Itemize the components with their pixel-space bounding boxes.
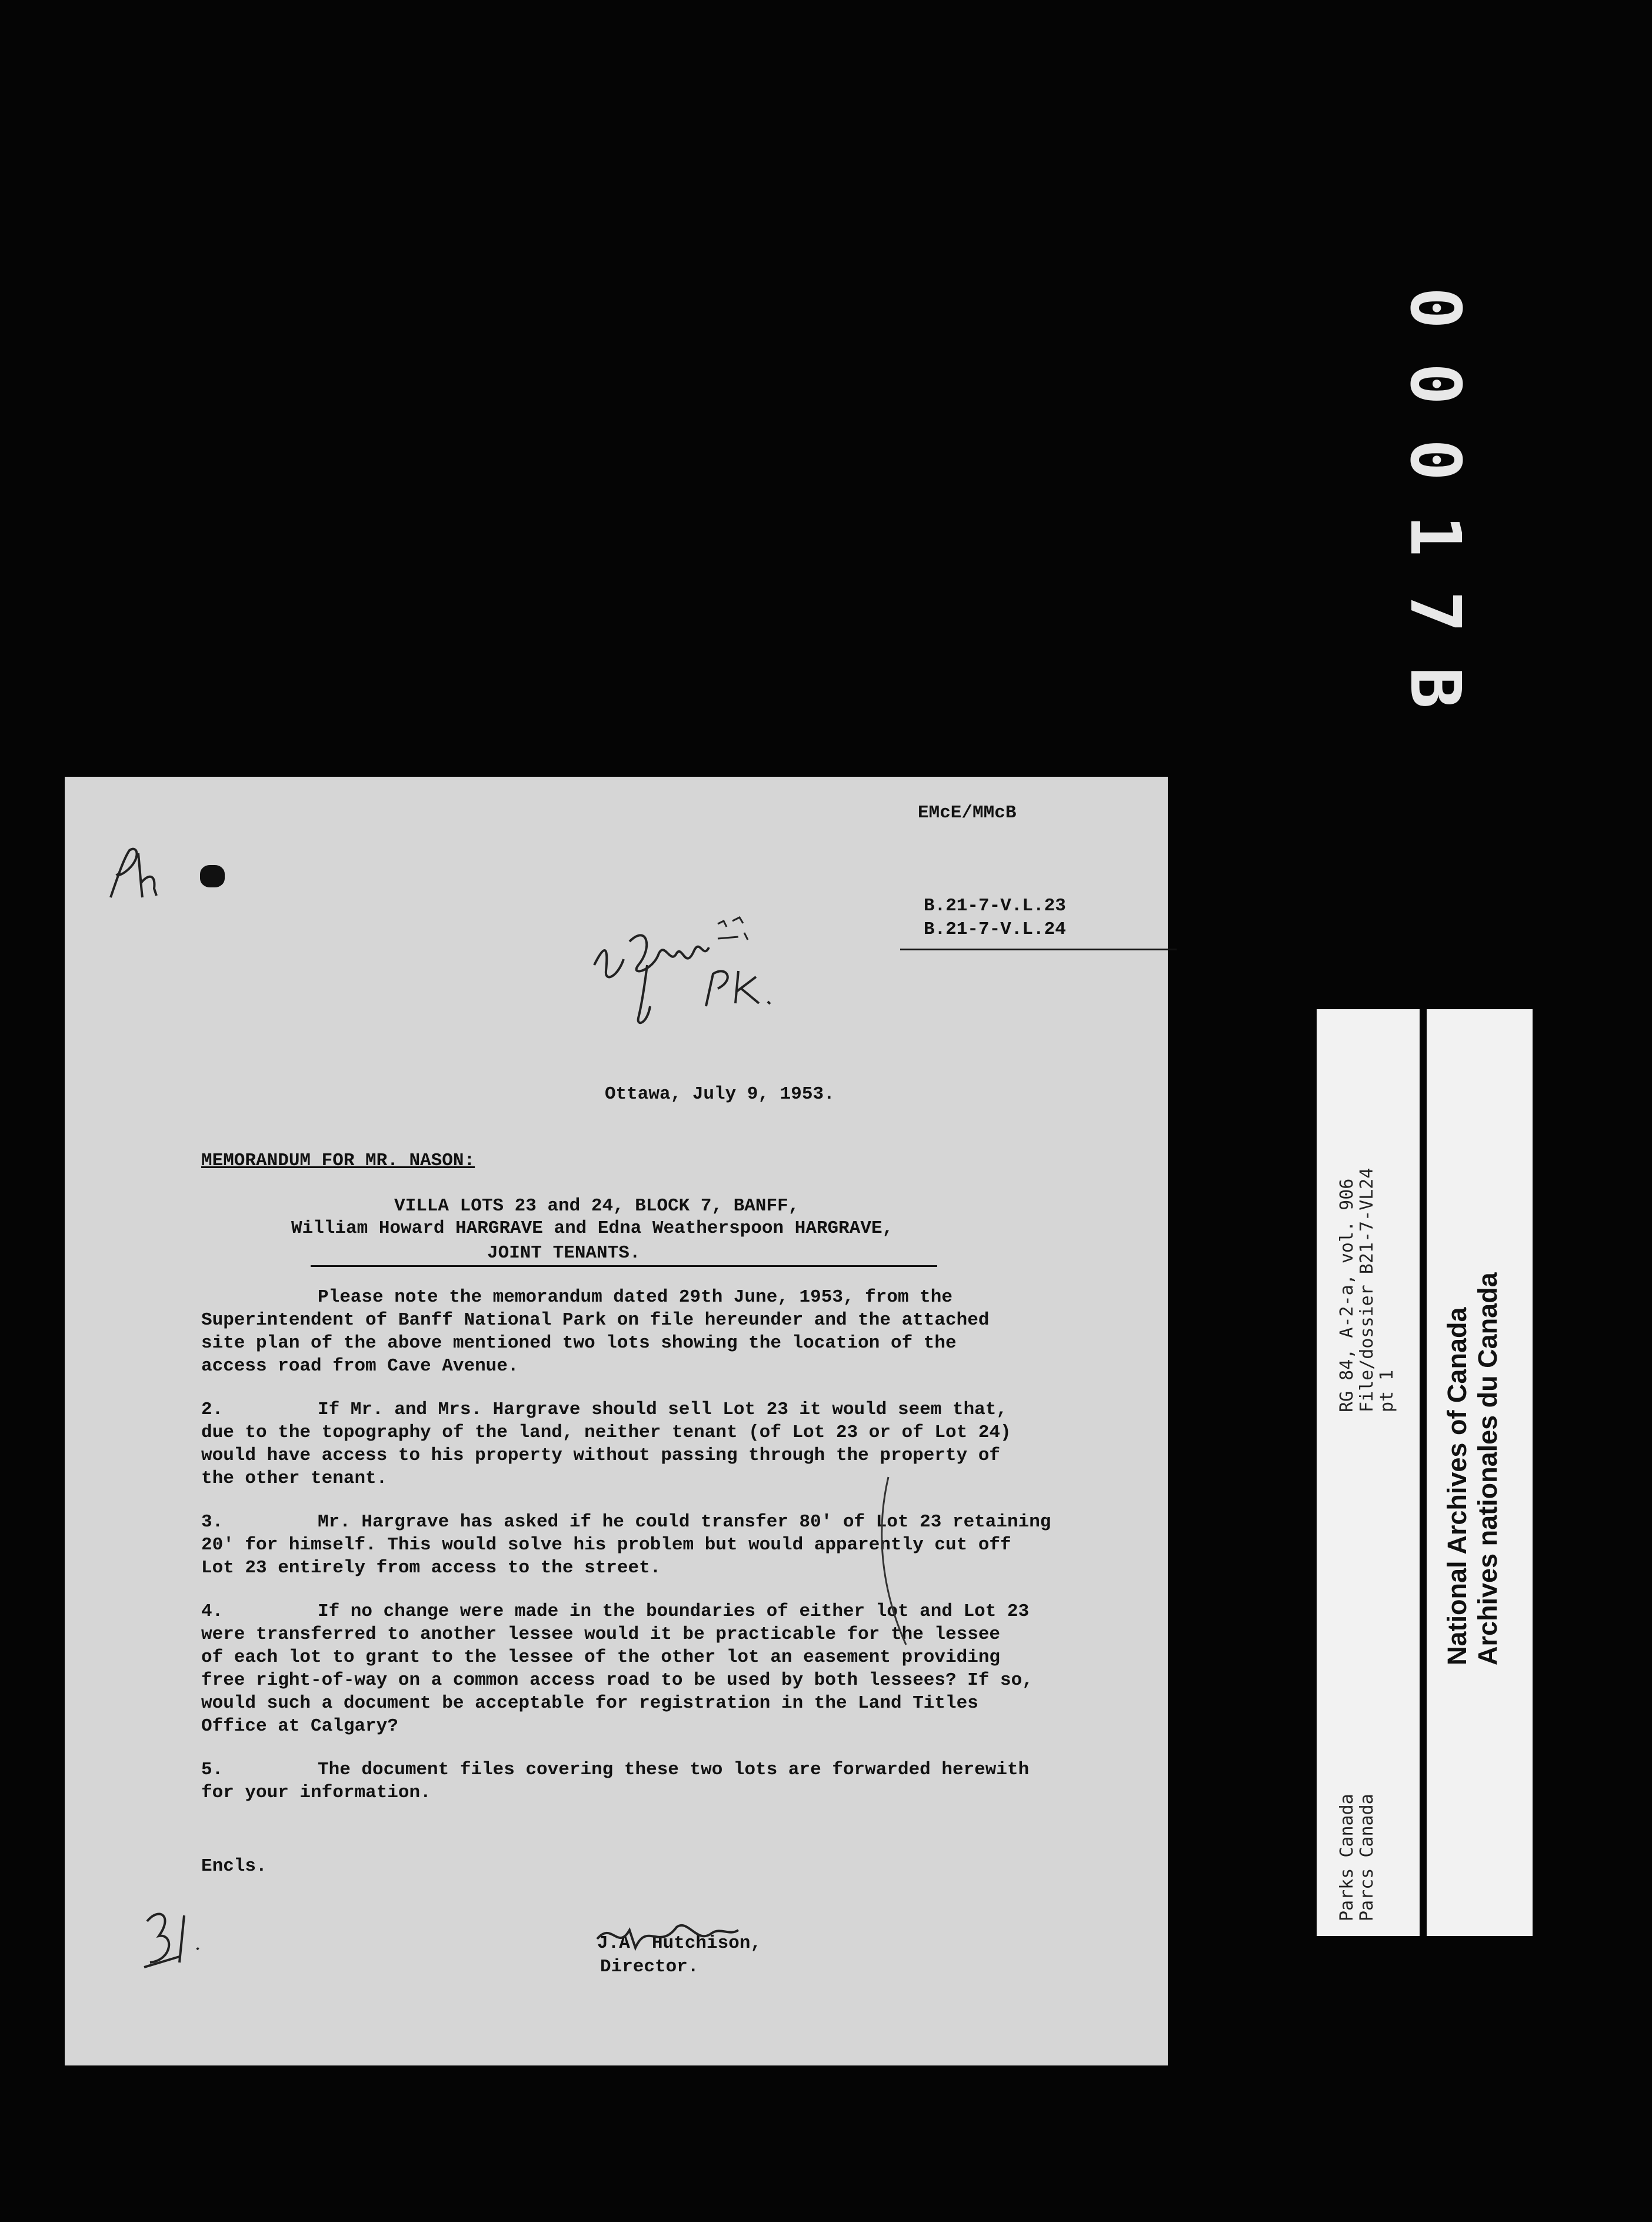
paragraph-4-line: free right-of-way on a common access road to be used by both lessees? If so, bbox=[201, 1670, 1033, 1691]
paragraph-3-line: Lot 23 entirely from access to the street. bbox=[201, 1558, 661, 1578]
paragraph-3-line: 20' for himself. This would solve his problem but would apparently cut off bbox=[201, 1535, 1011, 1555]
file-reference-1: B.21-7-V.L.23 bbox=[924, 896, 1066, 916]
date-line: Ottawa, July 9, 1953. bbox=[605, 1084, 835, 1105]
department-text bbox=[1337, 1794, 1377, 1921]
paragraph-2-line: due to the topography of the land, neither tenant (of Lot 23 or of Lot 24) bbox=[201, 1422, 1011, 1443]
subject-rule bbox=[311, 1265, 937, 1267]
national-archives-text bbox=[1442, 1272, 1503, 1665]
subject-line-3: JOINT TENANTS. bbox=[487, 1243, 641, 1263]
national-archives-english: National Archives of Canada bbox=[1442, 1307, 1472, 1665]
file-reference-2: B.21-7-V.L.24 bbox=[924, 919, 1066, 940]
paragraph-5-number: 5. bbox=[201, 1759, 224, 1780]
enclosures: Encls. bbox=[201, 1856, 267, 1877]
subject-line-1: VILLA LOTS 23 and 24, BLOCK 7, BANFF, bbox=[394, 1196, 800, 1216]
paragraph-4-line: were transferred to another lessee would it be practicable for the lessee bbox=[201, 1624, 1001, 1645]
margin-pencil-mark bbox=[871, 1474, 918, 1654]
archive-reference-line: RG 84, A-2-a, vol. 906 bbox=[1337, 1178, 1357, 1412]
paragraph-4-number: 4. bbox=[201, 1601, 224, 1622]
paragraph-4-line: would such a document be acceptable for registration in the Land Titles bbox=[201, 1693, 978, 1714]
paragraph-2-line: If Mr. and Mrs. Hargrave should sell Lot 23 it would seem that, bbox=[318, 1399, 1007, 1420]
paragraph-5-line: for your information. bbox=[201, 1782, 431, 1803]
handwritten-folio-number bbox=[138, 1904, 209, 1977]
handwritten-initials-pk bbox=[700, 959, 782, 1015]
paragraph-1-line: access road from Cave Avenue. bbox=[201, 1356, 519, 1376]
archive-reference-line: File/dossier B21-7-VL24 bbox=[1357, 1167, 1377, 1412]
subject-line-2: William Howard HARGRAVE and Edna Weatherspoon HARGRAVE, bbox=[291, 1218, 894, 1239]
memo-heading: MEMORANDUM FOR MR. NASON: bbox=[201, 1150, 475, 1171]
signature-title: Director. bbox=[600, 1957, 699, 1977]
signature-name: J.A. Hutchison, bbox=[597, 1933, 762, 1954]
department-french: Parcs Canada bbox=[1357, 1794, 1377, 1921]
archive-reference-label bbox=[1317, 1009, 1420, 1936]
director-signature-scribble bbox=[594, 1915, 741, 1960]
paragraph-1-line: site plan of the above mentioned two lots showing the location of the bbox=[201, 1333, 957, 1353]
reference-rule bbox=[900, 949, 1177, 950]
archive-reference-line: pt 1 bbox=[1377, 1369, 1397, 1412]
paragraph-3-line: Mr. Hargrave has asked if he could transfer 80' of Lot 23 retaining bbox=[318, 1512, 1051, 1532]
paragraph-5-line: The document files covering these two lots are forwarded herewith bbox=[318, 1759, 1030, 1780]
paragraph-1-line: Superintendent of Banff National Park on file hereunder and the attached bbox=[201, 1310, 990, 1330]
ink-blot bbox=[200, 865, 225, 887]
paragraph-4-line: of each lot to grant to the lessee of the other lot an easement providing bbox=[201, 1647, 1001, 1668]
paragraph-4-line: Office at Calgary? bbox=[201, 1716, 398, 1737]
paragraph-1-line: Please note the memorandum dated 29th June, 1953, from the bbox=[318, 1287, 952, 1308]
handwritten-initials-top-left bbox=[106, 841, 176, 915]
paragraph-2-line: the other tenant. bbox=[201, 1468, 388, 1489]
frame-number: 00017B bbox=[1395, 287, 1477, 743]
typist-initials: EMcE/MMcB bbox=[918, 803, 1017, 823]
memorandum-page bbox=[65, 777, 1168, 2065]
national-archives-french: Archives nationales du Canada bbox=[1473, 1272, 1503, 1665]
archive-reference-text bbox=[1337, 1168, 1397, 1412]
paragraph-3-number: 3. bbox=[201, 1512, 224, 1532]
national-archives-label bbox=[1427, 1009, 1533, 1936]
paragraph-4-line: If no change were made in the boundaries of either lot and Lot 23 bbox=[318, 1601, 1030, 1622]
paragraph-2-number: 2. bbox=[201, 1399, 224, 1420]
department-english: Parks Canada bbox=[1337, 1794, 1357, 1921]
paragraph-2-line: would have access to his property without passing through the property of bbox=[201, 1445, 1001, 1466]
